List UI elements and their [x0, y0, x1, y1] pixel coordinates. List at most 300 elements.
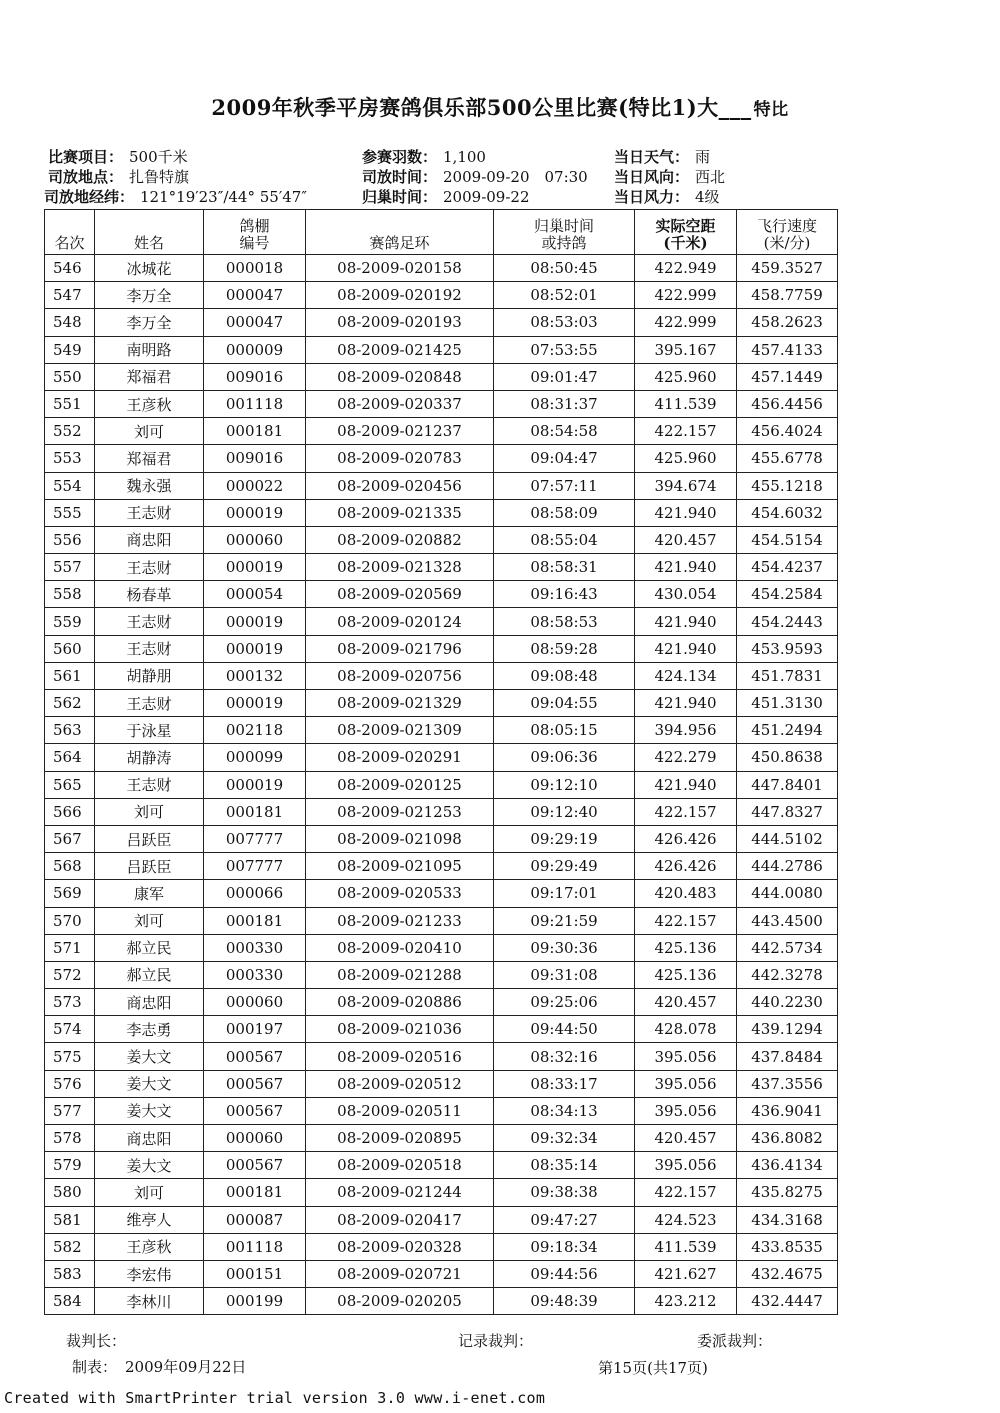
- cell-distance: 428.078: [635, 1016, 737, 1043]
- count-value: 1,100: [443, 148, 486, 166]
- cell-ring: 08-2009-021237: [306, 418, 494, 445]
- cell-rank: 559: [45, 608, 95, 635]
- cell-rank: 571: [45, 934, 95, 961]
- cell-distance: 426.426: [635, 853, 737, 880]
- weather-value: 雨: [695, 148, 711, 166]
- table-row: [45, 961, 838, 988]
- cell-ring: 08-2009-020569: [306, 581, 494, 608]
- cell-rank: 552: [45, 418, 95, 445]
- cell-loft: 007777: [204, 825, 306, 852]
- cell-rank: 556: [45, 526, 95, 553]
- cell-ring: 08-2009-020417: [306, 1206, 494, 1233]
- cell-speed: 457.1449: [737, 363, 838, 390]
- cell-distance: 422.279: [635, 744, 737, 771]
- cell-time: 09:44:56: [494, 1260, 635, 1287]
- cell-time: 09:48:39: [494, 1288, 635, 1315]
- table-row: [45, 336, 838, 363]
- cell-ring: 08-2009-020783: [306, 445, 494, 472]
- coords-value: 121°19′23″/44° 55′47″: [140, 188, 307, 206]
- cell-name: 冰城花: [95, 255, 204, 282]
- cell-rank: 553: [45, 445, 95, 472]
- table-row: [45, 554, 838, 581]
- table-row: [45, 1043, 838, 1070]
- cell-speed: 434.3168: [737, 1206, 838, 1233]
- cell-name: 王志财: [95, 690, 204, 717]
- cell-speed: 451.3130: [737, 690, 838, 717]
- cell-time: 08:52:01: [494, 282, 635, 309]
- cell-time: 09:38:38: [494, 1179, 635, 1206]
- cell-speed: 456.4024: [737, 418, 838, 445]
- return-time-value: 2009-09-22: [443, 188, 530, 206]
- cell-ring: 08-2009-020512: [306, 1070, 494, 1097]
- page-title: [0, 92, 1000, 122]
- cell-time: 09:29:49: [494, 853, 635, 880]
- cell-distance: 430.054: [635, 581, 737, 608]
- cell-speed: 444.2786: [737, 853, 838, 880]
- table-row: [45, 445, 838, 472]
- header-ring: 赛鸽足环: [306, 210, 494, 255]
- cell-speed: 451.2494: [737, 717, 838, 744]
- info-coords: [44, 186, 307, 207]
- table-row: [45, 907, 838, 934]
- info-event: [48, 146, 188, 167]
- cell-distance: 395.056: [635, 1097, 737, 1124]
- results-table: [44, 209, 838, 1315]
- cell-distance: 411.539: [635, 1233, 737, 1260]
- cell-loft: 000019: [204, 771, 306, 798]
- header-name: 姓名: [95, 210, 204, 255]
- cell-rank: 570: [45, 907, 95, 934]
- table-row: [45, 472, 838, 499]
- cell-speed: 440.2230: [737, 989, 838, 1016]
- cell-speed: 458.2623: [737, 309, 838, 336]
- cell-rank: 548: [45, 309, 95, 336]
- wind-force-label: 当日风力：: [614, 188, 690, 206]
- cell-name: 商忠阳: [95, 526, 204, 553]
- cell-rank: 564: [45, 744, 95, 771]
- cell-time: 07:53:55: [494, 336, 635, 363]
- cell-time: 08:58:53: [494, 608, 635, 635]
- cell-ring: 08-2009-020886: [306, 989, 494, 1016]
- table-row: [45, 363, 838, 390]
- cell-name: 王志财: [95, 499, 204, 526]
- cell-speed: 432.4675: [737, 1260, 838, 1287]
- cell-rank: 569: [45, 880, 95, 907]
- table-row: [45, 1016, 838, 1043]
- cell-time: 08:58:09: [494, 499, 635, 526]
- cell-time: 09:31:08: [494, 961, 635, 988]
- cell-distance: 422.157: [635, 1179, 737, 1206]
- cell-time: 09:06:36: [494, 744, 635, 771]
- cell-loft: 000019: [204, 554, 306, 581]
- cell-ring: 08-2009-020518: [306, 1152, 494, 1179]
- cell-speed: 432.4447: [737, 1288, 838, 1315]
- cell-loft: 000019: [204, 690, 306, 717]
- cell-ring: 08-2009-020848: [306, 363, 494, 390]
- cell-speed: 436.9041: [737, 1097, 838, 1124]
- cell-distance: 423.212: [635, 1288, 737, 1315]
- cell-distance: 394.674: [635, 472, 737, 499]
- cell-name: 王志财: [95, 554, 204, 581]
- cell-speed: 455.1218: [737, 472, 838, 499]
- cell-ring: 08-2009-021095: [306, 853, 494, 880]
- cell-name: 姜大文: [95, 1152, 204, 1179]
- cell-speed: 450.8638: [737, 744, 838, 771]
- cell-speed: 444.0080: [737, 880, 838, 907]
- cell-time: 09:17:01: [494, 880, 635, 907]
- cell-name: 郑福君: [95, 445, 204, 472]
- cell-rank: 579: [45, 1152, 95, 1179]
- cell-time: 09:18:34: [494, 1233, 635, 1260]
- cell-time: 08:58:31: [494, 554, 635, 581]
- cell-speed: 437.8484: [737, 1043, 838, 1070]
- site-value: 扎鲁特旗: [129, 168, 190, 186]
- cell-ring: 08-2009-021309: [306, 717, 494, 744]
- cell-ring: 08-2009-020410: [306, 934, 494, 961]
- made-date: 2009年09月22日: [125, 1358, 247, 1376]
- table-row: [45, 744, 838, 771]
- cell-distance: 422.999: [635, 282, 737, 309]
- cell-distance: 426.426: [635, 825, 737, 852]
- cell-loft: 000060: [204, 989, 306, 1016]
- cell-ring: 08-2009-020124: [306, 608, 494, 635]
- cell-distance: 420.457: [635, 526, 737, 553]
- cell-distance: 421.627: [635, 1260, 737, 1287]
- cell-loft: 000132: [204, 662, 306, 689]
- cell-ring: 08-2009-021328: [306, 554, 494, 581]
- cell-time: 09:29:19: [494, 825, 635, 852]
- cell-name: 郝立民: [95, 934, 204, 961]
- cell-time: 08:31:37: [494, 390, 635, 417]
- cell-rank: 565: [45, 771, 95, 798]
- cell-loft: 000330: [204, 934, 306, 961]
- cell-time: 08:53:03: [494, 309, 635, 336]
- cell-distance: 395.167: [635, 336, 737, 363]
- info-wind-force: [614, 186, 720, 207]
- cell-time: 08:59:28: [494, 635, 635, 662]
- cell-distance: 425.960: [635, 363, 737, 390]
- cell-speed: 444.5102: [737, 825, 838, 852]
- cell-loft: 000181: [204, 798, 306, 825]
- table-row: [45, 1152, 838, 1179]
- cell-rank: 573: [45, 989, 95, 1016]
- coords-label: 司放地经纬：: [44, 188, 135, 206]
- cell-rank: 558: [45, 581, 95, 608]
- cell-rank: 560: [45, 635, 95, 662]
- cell-time: 09:47:27: [494, 1206, 635, 1233]
- cell-rank: 577: [45, 1097, 95, 1124]
- cell-rank: 580: [45, 1179, 95, 1206]
- cell-time: 08:05:15: [494, 717, 635, 744]
- cell-time: 09:25:06: [494, 989, 635, 1016]
- cell-ring: 08-2009-021244: [306, 1179, 494, 1206]
- cell-distance: 395.056: [635, 1070, 737, 1097]
- cell-time: 09:08:48: [494, 662, 635, 689]
- cell-ring: 08-2009-021036: [306, 1016, 494, 1043]
- cell-name: 吕跃臣: [95, 825, 204, 852]
- cell-rank: 555: [45, 499, 95, 526]
- cell-ring: 08-2009-020192: [306, 282, 494, 309]
- cell-rank: 576: [45, 1070, 95, 1097]
- cell-speed: 439.1294: [737, 1016, 838, 1043]
- info-count: [362, 146, 486, 167]
- cell-speed: 437.3556: [737, 1070, 838, 1097]
- cell-loft: 000047: [204, 309, 306, 336]
- table-row: [45, 255, 838, 282]
- cell-loft: 002118: [204, 717, 306, 744]
- cell-rank: 572: [45, 961, 95, 988]
- cell-rank: 584: [45, 1288, 95, 1315]
- cell-ring: 08-2009-021098: [306, 825, 494, 852]
- cell-ring: 08-2009-020511: [306, 1097, 494, 1124]
- cell-loft: 000022: [204, 472, 306, 499]
- cell-time: 09:01:47: [494, 363, 635, 390]
- info-weather: [614, 146, 710, 167]
- cell-loft: 000060: [204, 526, 306, 553]
- site-label: 司放地点：: [48, 168, 124, 186]
- cell-rank: 582: [45, 1233, 95, 1260]
- record-referee: 记录裁判：: [458, 1332, 534, 1350]
- cell-ring: 08-2009-020721: [306, 1260, 494, 1287]
- cell-loft: 000019: [204, 499, 306, 526]
- table-row: [45, 1288, 838, 1315]
- cell-loft: 000054: [204, 581, 306, 608]
- cell-rank: 575: [45, 1043, 95, 1070]
- cell-rank: 568: [45, 853, 95, 880]
- cell-speed: 456.4456: [737, 390, 838, 417]
- cell-distance: 394.956: [635, 717, 737, 744]
- cell-ring: 08-2009-020895: [306, 1125, 494, 1152]
- cell-loft: 000087: [204, 1206, 306, 1233]
- weather-label: 当日天气：: [614, 148, 690, 166]
- cell-speed: 442.3278: [737, 961, 838, 988]
- cell-speed: 457.4133: [737, 336, 838, 363]
- cell-distance: 421.940: [635, 554, 737, 581]
- wind-direction-label: 当日风向：: [614, 168, 690, 186]
- cell-name: 刘可: [95, 798, 204, 825]
- cell-distance: 422.157: [635, 907, 737, 934]
- cell-distance: 421.940: [635, 608, 737, 635]
- cell-ring: 08-2009-020456: [306, 472, 494, 499]
- wind-direction-value: 西北: [695, 168, 726, 186]
- cell-loft: 000567: [204, 1152, 306, 1179]
- table-row: [45, 390, 838, 417]
- chief-referee: 裁判长：: [66, 1332, 127, 1350]
- cell-speed: 442.5734: [737, 934, 838, 961]
- cell-time: 09:21:59: [494, 907, 635, 934]
- cell-name: 刘可: [95, 418, 204, 445]
- event-label: 比赛项目：: [48, 148, 124, 166]
- table-row: [45, 635, 838, 662]
- cell-loft: 000018: [204, 255, 306, 282]
- header-loft: 鸽棚 编号: [204, 210, 306, 255]
- cell-speed: 454.4237: [737, 554, 838, 581]
- cell-rank: 566: [45, 798, 95, 825]
- cell-loft: 009016: [204, 445, 306, 472]
- cell-name: 郝立民: [95, 961, 204, 988]
- cell-name: 维亭人: [95, 1206, 204, 1233]
- cell-name: 王志财: [95, 635, 204, 662]
- table-row: [45, 418, 838, 445]
- table-row: [45, 798, 838, 825]
- cell-speed: 447.8327: [737, 798, 838, 825]
- table-row: [45, 1260, 838, 1287]
- cell-distance: 420.483: [635, 880, 737, 907]
- cell-time: 09:30:36: [494, 934, 635, 961]
- cell-name: 胡静涛: [95, 744, 204, 771]
- cell-loft: 000181: [204, 1179, 306, 1206]
- cell-distance: 425.960: [635, 445, 737, 472]
- title-main: 2009年秋季平房赛鸽俱乐部500公里比赛(特比1)大___: [211, 95, 752, 120]
- table-row: [45, 1070, 838, 1097]
- cell-name: 郑福君: [95, 363, 204, 390]
- cell-loft: 000099: [204, 744, 306, 771]
- cell-ring: 08-2009-020125: [306, 771, 494, 798]
- cell-time: 09:12:10: [494, 771, 635, 798]
- cell-distance: 395.056: [635, 1043, 737, 1070]
- cell-rank: 583: [45, 1260, 95, 1287]
- cell-loft: 000567: [204, 1070, 306, 1097]
- cell-speed: 454.2443: [737, 608, 838, 635]
- cell-loft: 000567: [204, 1097, 306, 1124]
- cell-speed: 459.3527: [737, 255, 838, 282]
- cell-speed: 454.5154: [737, 526, 838, 553]
- cell-name: 刘可: [95, 1179, 204, 1206]
- table-row: [45, 526, 838, 553]
- cell-rank: 578: [45, 1125, 95, 1152]
- cell-loft: 000060: [204, 1125, 306, 1152]
- cell-rank: 557: [45, 554, 95, 581]
- table-row: [45, 1179, 838, 1206]
- count-label: 参赛羽数：: [362, 148, 438, 166]
- cell-ring: 08-2009-020158: [306, 255, 494, 282]
- cell-speed: 443.4500: [737, 907, 838, 934]
- cell-distance: 421.940: [635, 690, 737, 717]
- cell-speed: 454.2584: [737, 581, 838, 608]
- cell-time: 08:32:16: [494, 1043, 635, 1070]
- cell-speed: 454.6032: [737, 499, 838, 526]
- table-row: [45, 717, 838, 744]
- cell-time: 09:16:43: [494, 581, 635, 608]
- cell-time: 08:55:04: [494, 526, 635, 553]
- cell-time: 09:12:40: [494, 798, 635, 825]
- cell-speed: 451.7831: [737, 662, 838, 689]
- cell-loft: 000066: [204, 880, 306, 907]
- cell-speed: 436.8082: [737, 1125, 838, 1152]
- cell-speed: 436.4134: [737, 1152, 838, 1179]
- cell-speed: 433.8535: [737, 1233, 838, 1260]
- cell-distance: 425.136: [635, 934, 737, 961]
- header-rank: 名次: [45, 210, 95, 255]
- cell-loft: 000009: [204, 336, 306, 363]
- table-row: [45, 1125, 838, 1152]
- cell-loft: 000181: [204, 418, 306, 445]
- cell-distance: 422.157: [635, 418, 737, 445]
- cell-time: 08:54:58: [494, 418, 635, 445]
- cell-loft: 000047: [204, 282, 306, 309]
- cell-time: 09:32:34: [494, 1125, 635, 1152]
- cell-rank: 551: [45, 390, 95, 417]
- cell-time: 08:34:13: [494, 1097, 635, 1124]
- cell-rank: 549: [45, 336, 95, 363]
- cell-speed: 453.9593: [737, 635, 838, 662]
- header-distance: 实际空距 (千米): [635, 210, 737, 255]
- made-info: [72, 1356, 246, 1377]
- cell-ring: 08-2009-021253: [306, 798, 494, 825]
- cell-loft: 007777: [204, 853, 306, 880]
- cell-loft: 000019: [204, 608, 306, 635]
- event-value: 500千米: [129, 148, 188, 166]
- cell-ring: 08-2009-020533: [306, 880, 494, 907]
- cell-time: 08:35:14: [494, 1152, 635, 1179]
- cell-rank: 554: [45, 472, 95, 499]
- cell-name: 康军: [95, 880, 204, 907]
- cell-loft: 000330: [204, 961, 306, 988]
- cell-ring: 08-2009-020193: [306, 309, 494, 336]
- cell-name: 南明路: [95, 336, 204, 363]
- cell-distance: 425.136: [635, 961, 737, 988]
- cell-ring: 08-2009-020328: [306, 1233, 494, 1260]
- cell-ring: 08-2009-020291: [306, 744, 494, 771]
- cell-loft: 000181: [204, 907, 306, 934]
- cell-distance: 411.539: [635, 390, 737, 417]
- cell-name: 姜大文: [95, 1070, 204, 1097]
- return-time-label: 归巢时间：: [362, 188, 438, 206]
- cell-name: 姜大文: [95, 1043, 204, 1070]
- info-site: [48, 166, 189, 187]
- cell-name: 王彦秋: [95, 390, 204, 417]
- cell-distance: 395.056: [635, 1152, 737, 1179]
- cell-rank: 547: [45, 282, 95, 309]
- cell-time: 07:57:11: [494, 472, 635, 499]
- table-row: [45, 1233, 838, 1260]
- cell-rank: 563: [45, 717, 95, 744]
- made-label: 制表：: [72, 1358, 118, 1376]
- cell-name: 李宏伟: [95, 1260, 204, 1287]
- cell-speed: 435.8275: [737, 1179, 838, 1206]
- cell-rank: 567: [45, 825, 95, 852]
- cell-ring: 08-2009-021288: [306, 961, 494, 988]
- cell-name: 商忠阳: [95, 1125, 204, 1152]
- cell-distance: 421.940: [635, 771, 737, 798]
- table-row: [45, 934, 838, 961]
- cell-name: 李万全: [95, 309, 204, 336]
- cell-loft: 000019: [204, 635, 306, 662]
- table-row: [45, 309, 838, 336]
- cell-rank: 562: [45, 690, 95, 717]
- cell-time: 09:44:50: [494, 1016, 635, 1043]
- cell-ring: 08-2009-020205: [306, 1288, 494, 1315]
- cell-name: 杨春革: [95, 581, 204, 608]
- cell-loft: 000199: [204, 1288, 306, 1315]
- table-row: [45, 608, 838, 635]
- page-info: 第15页(共17页): [598, 1359, 708, 1377]
- table-row: [45, 771, 838, 798]
- cell-ring: 08-2009-020756: [306, 662, 494, 689]
- cell-time: 09:04:47: [494, 445, 635, 472]
- cell-distance: 424.523: [635, 1206, 737, 1233]
- cell-distance: 422.949: [635, 255, 737, 282]
- table-row: [45, 499, 838, 526]
- cell-name: 吕跃臣: [95, 853, 204, 880]
- table-row: [45, 880, 838, 907]
- cell-name: 李万全: [95, 282, 204, 309]
- cell-time: 08:33:17: [494, 1070, 635, 1097]
- cell-ring: 08-2009-020882: [306, 526, 494, 553]
- header-speed: 飞行速度 (米/分): [737, 210, 838, 255]
- cell-rank: 561: [45, 662, 95, 689]
- cell-ring: 08-2009-021329: [306, 690, 494, 717]
